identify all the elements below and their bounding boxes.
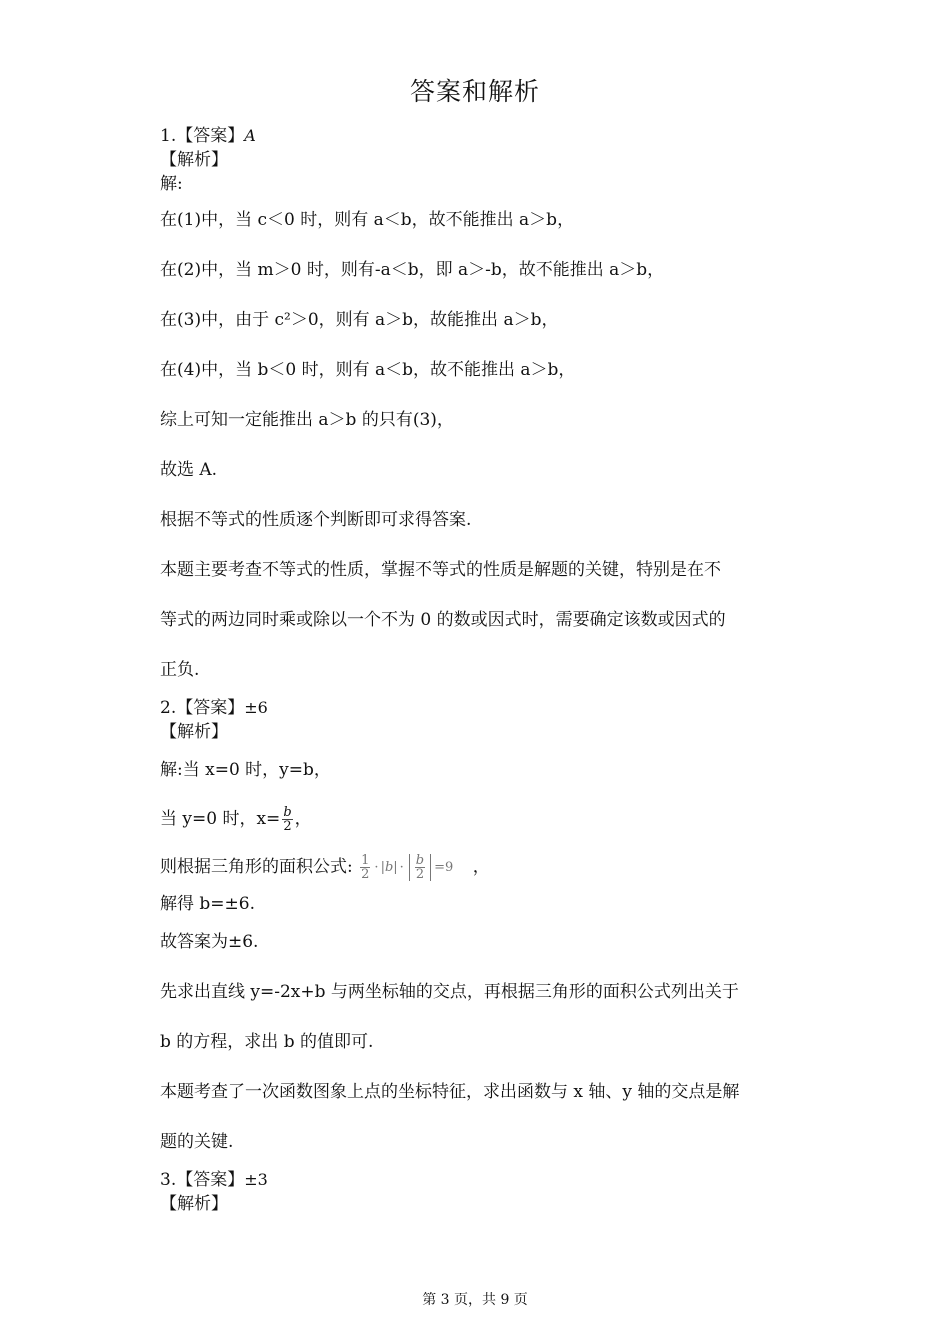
q2-line2-text: 当 y=0 时，x= <box>160 809 281 829</box>
q1-line: 故选 A. <box>160 460 218 480</box>
q1-line: 在(2)中，当 m＞0 时，则有-a＜b，即 a＞-b，故不能推出 a＞b， <box>160 260 665 280</box>
q1-line: 在(4)中，当 b＜0 时，则有 a＜b，故不能推出 a＞b， <box>160 360 576 380</box>
q2-line: 故答案为±6. <box>160 932 259 952</box>
page-footer: 第 3 页，共 9 页 <box>422 1292 528 1308</box>
q1-line: 在(1)中，当 c＜0 时，则有 a＜b，故不能推出 a＞b， <box>160 210 575 230</box>
q2-line: 解得 b=±6. <box>160 894 255 914</box>
q2-answer-line <box>160 696 268 720</box>
q1-answer-line <box>160 124 256 148</box>
q3-label: 3.【答案】 <box>160 1170 245 1190</box>
fraction-b-over-2: $\frac{b}{2}$ <box>283 805 292 834</box>
q2-line-area: 则根据三角形的面积公式: $\frac{1}{2}$ · |b| · $\frac{b}{2}$ =9 ， <box>160 853 490 882</box>
q3-answer-line <box>160 1168 268 1192</box>
q3-analysis-label: 【解析】 <box>160 1194 228 1214</box>
q1-line: 本题主要考查不等式的性质，掌握不等式的性质是解题的关键，特别是在不 <box>160 560 721 580</box>
q1-analysis-label: 【解析】 <box>160 150 228 170</box>
q1-solve: 解: <box>160 174 183 194</box>
q1-label: 1.【答案】 <box>160 126 245 146</box>
q2-line-x: 当 y=0 时，x= $\frac{b}{2}$ ， <box>160 805 312 834</box>
q1-line: 在(3)中，由于 c²＞0，则有 a＞b，故能推出 a＞b， <box>160 310 559 330</box>
page-title: 答案和解析 <box>409 77 540 106</box>
q2-answer: ±6 <box>244 698 268 717</box>
q2-line: 本题考查了一次函数图象上点的坐标特征，求出函数与 x 轴、y 轴的交点是解 <box>160 1082 740 1102</box>
q3-answer: ±3 <box>244 1170 268 1189</box>
q1-answer: A <box>244 126 256 145</box>
q2-line: 先求出直线 y=-2x+b 与两坐标轴的交点，再根据三角形的面积公式列出关于 <box>160 982 739 1002</box>
q2-line: b 的方程，求出 b 的值即可. <box>160 1032 374 1052</box>
q1-line: 综上可知一定能推出 a＞b 的只有(3)， <box>160 410 454 430</box>
q2-analysis-label: 【解析】 <box>160 722 228 742</box>
q1-line: 等式的两边同时乘或除以一个不为 0 的数或因式时，需要确定该数或因式的 <box>160 610 726 630</box>
q2-line3-text: 则根据三角形的面积公式: <box>160 857 353 877</box>
q1-line: 正负. <box>160 660 200 680</box>
q1-line: 根据不等式的性质逐个判断即可求得答案. <box>160 510 472 530</box>
q2-label: 2.【答案】 <box>160 698 245 718</box>
area-formula-image: $\frac{1}{2}$ · |b| · $\frac{b}{2}$ =9 <box>361 853 454 882</box>
q2-line: 解:当 x=0 时，y=b， <box>160 760 331 780</box>
q2-line: 题的关键. <box>160 1132 234 1152</box>
